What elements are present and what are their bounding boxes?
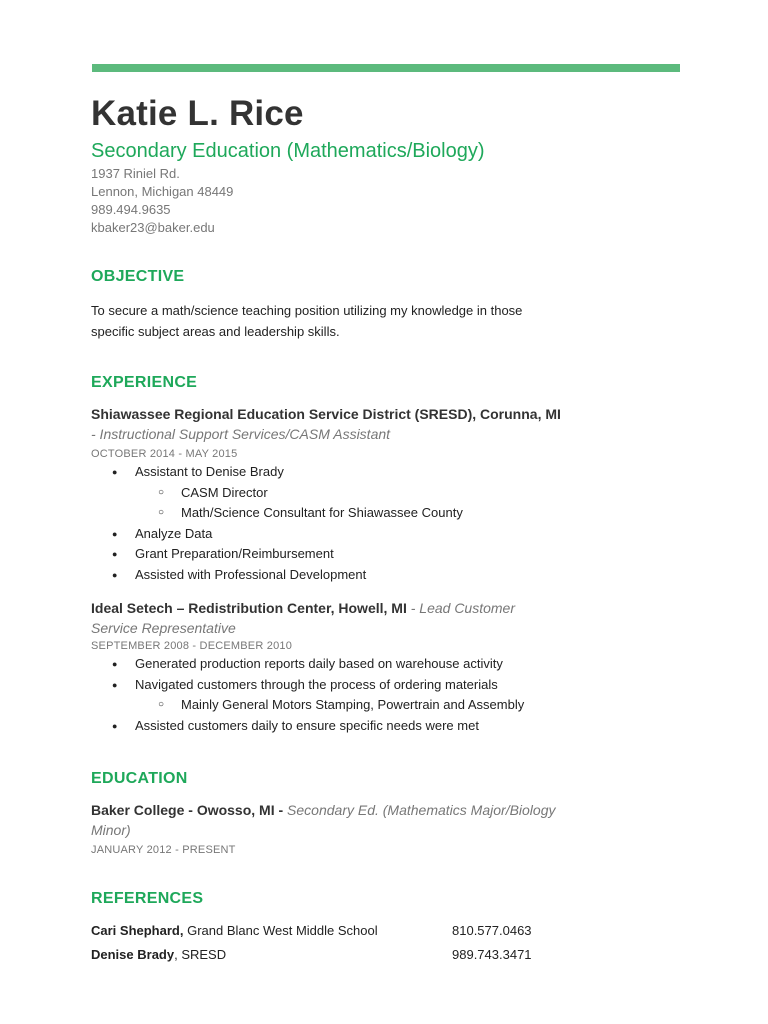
job-bullets (91, 524, 691, 586)
list-item: ● Navigated customers through the process of ordering materials (91, 675, 691, 696)
reference-name: Cari Shephard, (91, 923, 184, 938)
job-entry (91, 598, 691, 736)
list-item: ● Assisted with Professional Development (91, 565, 691, 586)
education-entry (91, 800, 691, 858)
list-item: ● Analyze Data (91, 524, 691, 545)
address-line-1: 1937 Riniel Rd. (91, 166, 180, 181)
experience-heading: EXPERIENCE (91, 374, 198, 391)
list-item: ● Grant Preparation/Reimbursement (91, 544, 691, 565)
list-item: ○ CASM Director (91, 483, 691, 504)
job-employer: Ideal Setech – Redistribution Center, Howell, MI (91, 600, 407, 616)
job-bullets (91, 716, 691, 737)
job-sub-bullets (91, 695, 691, 716)
candidate-subtitle: Secondary Education (Mathematics/Biology) (91, 140, 485, 162)
school-name: Baker College - Owosso, MI - (91, 802, 288, 818)
email-address: kbaker23@baker.edu (91, 220, 215, 235)
reference-name: Denise Brady (91, 947, 175, 962)
list-item: ● Generated production reports daily based on warehouse activity (91, 654, 691, 675)
candidate-name: Katie L. Rice (91, 94, 304, 133)
reference-row (91, 945, 691, 969)
job-bullets (91, 654, 691, 695)
education-dates: JANUARY 2012 - PRESENT (91, 844, 236, 856)
job-heading (91, 598, 561, 638)
phone-number: 989.494.9635 (91, 202, 171, 217)
list-item: ○ Mainly General Motors Stamping, Powertrain and Assembly (91, 695, 691, 716)
reference-phone: 989.743.3471 (452, 947, 532, 962)
reference-org: Grand Blanc West Middle School (183, 923, 378, 938)
list-item: ● Assistant to Denise Brady (91, 462, 691, 483)
resume-page (91, 92, 691, 969)
reference-row (91, 921, 691, 945)
reference-org: , SRESD (174, 947, 227, 962)
job-dates: SEPTEMBER 2008 - DECEMBER 2010 (91, 640, 293, 652)
education-heading: EDUCATION (91, 770, 188, 787)
job-role: - Instructional Support Services/CASM Assistant (91, 426, 391, 442)
list-item: ● Assisted customers daily to ensure specific needs were met (91, 716, 691, 737)
job-role: - Lead Customer Service Representative (91, 600, 516, 636)
contact-block (91, 165, 691, 237)
objective-heading: OBJECTIVE (91, 268, 185, 285)
degree-name: Secondary Ed. (Mathematics Major/Biology Minor) (91, 802, 556, 838)
job-dates: OCTOBER 2014 - MAY 2015 (91, 448, 238, 460)
job-employer: Shiawassee Regional Education Service District (SRESD), Corunna, MI (91, 406, 561, 422)
list-item: ○ Math/Science Consultant for Shiawassee County (91, 503, 691, 524)
job-sub-bullets (91, 483, 691, 524)
references-heading: REFERENCES (91, 890, 204, 907)
header-accent-bar (92, 64, 680, 72)
address-line-2: Lennon, Michigan 48449 (91, 184, 234, 199)
objective-text: To secure a math/science teaching position utilizing my knowledge in those specific subject areas and leadership skills. (91, 303, 523, 339)
job-heading (91, 404, 561, 444)
job-entry (91, 404, 691, 585)
education-heading-line (91, 800, 561, 840)
reference-phone: 810.577.0463 (452, 923, 532, 938)
job-bullets (91, 462, 691, 483)
